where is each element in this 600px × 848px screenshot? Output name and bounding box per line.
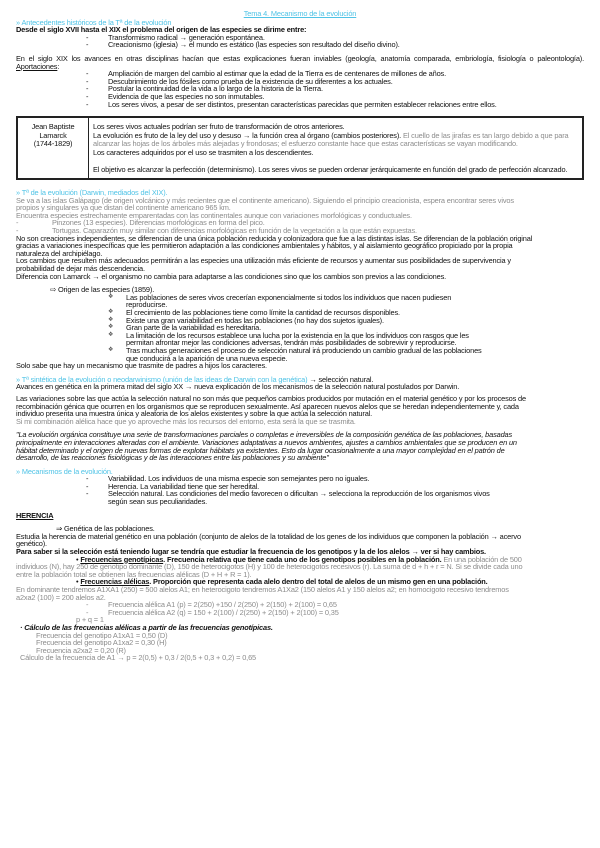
lamarck-description-cell: Los seres vivos actuales podrían ser fruto de transformación de otros anteriores. La evolución es fruto de la ley del uso y desuso → la función crea al órgano (cambios posteriores). El cuello de las jirafas es tan largo debido a que para alcanzar las hojas de los árboles más alejadas y frondosas; el esfuerzo constante hace que estas características se vayan modificando. Los caracteres adquiridos por el uso se trasmiten a los descendientes. El objetivo es alcanzar la perfección (determinismo). Los seres vivos se pueden ordenar jerárquicamente en función del grado de perfección alcanzado.: [89, 117, 584, 179]
paragraph: Para saber si la selección está teniendo lugar se tendría que estudiar la frecuencia de los genotipos y la de los alelos → ver si hay cambios.: [16, 547, 486, 557]
paragraph: En dominante tendremos A1XA1 (250) = 500 alelos A1; en heterocigoto tendremos A1Xa2 (150 alelos A1 y 150 alelos a2; en homocigoto recesivo tendremos a2xa2 (100) = 200 alelos a2.: [16, 585, 509, 602]
calc-line: Frecuencia del genotipo A1xa2 = 0,30 (H): [36, 638, 167, 648]
paragraph: Solo sabe que hay un mecanismo que trasmite de padres a hijos los caracteres.: [16, 361, 267, 371]
list-item: - Postular la continuidad de la vida a lo largo de la historia de la Tierra.: [86, 84, 323, 94]
section-heading-antecedentes: » Antecedentes históricos de la Tª de la evolución: [16, 17, 172, 27]
list-item: ❖ Tras muchas generaciones el proceso de selección natural irá produciendo un cambio gradual de las poblaciones que conducirá a la aparición de una nueva especie.: [108, 345, 482, 363]
aportaciones-label: Aportaciones: [16, 61, 58, 71]
quote: "La evolución orgánica constituye una serie de transformaciones parciales o completas e irreversibles de la composición genética de las poblaciones, basadas principalmente en interacciones alteradas con el ambiente. Variaciones adaptativas a nuevos ambientes, ajustes a cambios ambientales que se producen en un hábitat determinado y el origen de nuevas formas de explotar hábitats ya existentes. Esto da lugar ocasionalmente a una mayor complejidad en el patrón de desarrollo, de las reacciones fisiológicas y de las interacciones entre las poblaciones y su ambiente": [16, 430, 517, 463]
list-item: - Creacionismo (iglesia) → el mundo es estático (las especies son resultado del diseño divino).: [86, 40, 400, 50]
paragraph: Se va a las islas Galápago (de origen volcánico y más recientes que el continente americano). Siguiendo el principio creacionista, espera encontrar seres vivos propios y singulares ya que distan del continente americano 965 km.: [16, 195, 514, 213]
formula: - Frecuencia alélica A1 (p) = 2(250) +150 / 2(250) + 2(150) + 2(100) = 0,65: [86, 600, 337, 610]
list-item: - Descubrimiento de los fósiles como prueba de la existencia de su diferentes a los actuales.: [86, 76, 393, 86]
section-heading-sintetica: » Tª sintética de la evolución o neodarwinismo (unión de las ideas de Darwin con la genética) → selección natural.: [16, 374, 374, 384]
list-item: ❖ El crecimiento de las poblaciones tiene como límite la cantidad de recursos disponibles.: [108, 308, 400, 317]
lamarck-name-cell: Jean Baptiste Lamarck (1744-1829): [17, 117, 89, 179]
paragraph: Las variaciones sobre las que actúa la selección natural no son más que pequeños cambios producidos por mutación en el material genético y por los procesos de recombinación génica que ocurren en los organismos que se reproducen sexualmente. Así aparecen nuevos alelos que se heredan independientemente y, cada individuo presenta una muestra única y aleatoria de los alelos existentes y sobre la que actúa la selección natural.: [16, 393, 526, 419]
list-item: ❖ Las poblaciones de seres vivos crecerían exponencialmente si todos los individuos que nacen pudiesen reproducirse.: [108, 292, 452, 310]
list-item: - Evidencia de que las especies no son inmutables.: [86, 91, 265, 101]
paragraph: En el siglo XIX los avances en otras disciplinas hacían que estas explicaciones fueran inviables (geología, anatomía comparada, embriología, fisiología o paleontología). Aportaciones:: [16, 53, 584, 71]
list-item: ❖ La limitación de los recursos establece una lucha por la existencia en la que los individuos con rasgos que les permitan afrontar mejor las condiciones adversas, tendrán más posibilidades de sobrevivir y reproducirse.: [108, 330, 469, 348]
formula-sum: p + q = 1: [76, 615, 104, 625]
list-item: - Los seres vivos, a pesar de ser distintos, presentan características parecidas que permiten establecer relaciones entre ellos.: [86, 99, 497, 109]
list-item: - Selección natural. Las condiciones del medio favorecen o dificultan → selecciona la reproducción de los organismos vivos según sean sus peculiaridades.: [86, 489, 490, 507]
list-item: - Herencia. La variabilidad tiene que ser heredital.: [86, 481, 260, 491]
section-heading-mecanismos: » Mecanismos de la evolución.: [16, 466, 113, 476]
list-item: - Ampliación de margen del cambio al estimar que la edad de la Tierra es de centenares de millones de años.: [86, 69, 446, 79]
section-heading-herencia: HERENCIA: [16, 510, 54, 520]
calc-result: Cálculo de la frecuencia de A1 → p = 2(0,5) + 0,3 / 2(0,5 + 0,3 + 0,2) = 0,65: [20, 653, 256, 663]
subheading-genetica: ⇒ Genética de las poblaciones.: [56, 524, 155, 534]
list-item: - Tortugas. Caparazón muy similar con diferencias morfológicas en función de la vegetación a la que están expuestas.: [16, 226, 417, 236]
calc-line: Frecuencia a2xa2 = 0,20 (R): [36, 645, 126, 655]
subheading-calculo: · Cálculo de las frecuencias alélicas a partir de las frecuencias genotípicas.: [20, 622, 273, 632]
list-item: - Transformismo radical → generación espontánea.: [86, 32, 265, 42]
paragraph: Desde el siglo XVII hasta el XIX el problema del origen de las especies se dirime entre:: [16, 25, 307, 35]
paragraph-genotipicas: • Frecuencias genotípicas. Frecuencia relativa que tiene cada uno de los genotipos posibles en la población. En una población de 500 individuos (N), hay 250 de genotipo dominante (D), 150 de heterocigotos (H) y 100 de heterocigotos recesivos (r). La suma de d + h + r = N. Si se divide cada uno entre la población total se obtienen las frecuencias alélicas (D + H + R = 1).: [16, 554, 523, 579]
list-item: - Pinzones (13 especies). Diferencias morfológicas en forma del pico.: [16, 218, 265, 228]
paragraph: Diferencia con Lamarck → el organismo no cambia para adaptarse a las condiciones sino que los cambios son previos a las condiciones.: [16, 271, 447, 281]
list-item: ❖ Gran parte de la variabilidad es hereditaria.: [108, 323, 261, 333]
calc-line: Frecuencia del genotipo A1xA1 = 0,50 (D): [36, 630, 168, 640]
document-title: Tema 4. Mecanismo de la evolución: [243, 9, 357, 18]
subheading-origen: ⇨ Origen de las especies (1859).: [50, 285, 155, 295]
section-heading-darwin: » Tª de la evolución (Darwin, mediados del XIX).: [16, 188, 168, 198]
list-item: - Variabilidad. Los individuos de una misma especie son semejantes pero no iguales.: [86, 474, 370, 484]
paragraph: No son creaciones independientes, se diferencian de una única población reducida y colonizadora que fue a las distintas islas. Se diferencian de la población original gracias a variaciones inespecíficas que les permitieron adaptación a las condiciones ambientales y hábitos, y al aislamiento geográfico propiciado por la propia naturaleza del archipiélago.: [16, 233, 533, 258]
paragraph: Estudia la herencia de material genético en una población (conjunto de alelos de la totalidad de los genes de los individuos que componen la población → acervo genético).: [16, 531, 521, 549]
list-item: ❖ Existe una gran variabilidad en todas las poblaciones (no hay dos sujetos iguales).: [108, 315, 384, 325]
paragraph-alelicas: • Frecuencias alélicas. Proporción que representa cada alelo dentro del total de alelos de un mismo gen en una población.: [76, 577, 488, 587]
paragraph: Encuentra especies estrechamente emparentadas con las continentales aunque con variaciones morfológicas y conductuales.: [16, 210, 412, 220]
formula: - Frecuencia alélica A2 (q) = 150 + 2(100) / 2(250) + 2(150) + 2(100) = 0,35: [86, 607, 339, 617]
paragraph: Los cambios que resulten más adecuados permitirán a las especies una utilización más eficiente de recursos y aumentar sus posibilidades de supervivencia y probabilidad de dejar más descendencia.: [16, 256, 511, 274]
paragraph: Avances en genética en la primera mitad del siglo XX → nueva explicación de los mecanismos de la selección natural postulados por Darwin.: [16, 382, 460, 392]
lamarck-table: [16, 116, 584, 180]
paragraph: Si mi combinación alélica hace que yo aproveche más los recursos del entorno, esta será la que se trasmita.: [16, 416, 356, 426]
